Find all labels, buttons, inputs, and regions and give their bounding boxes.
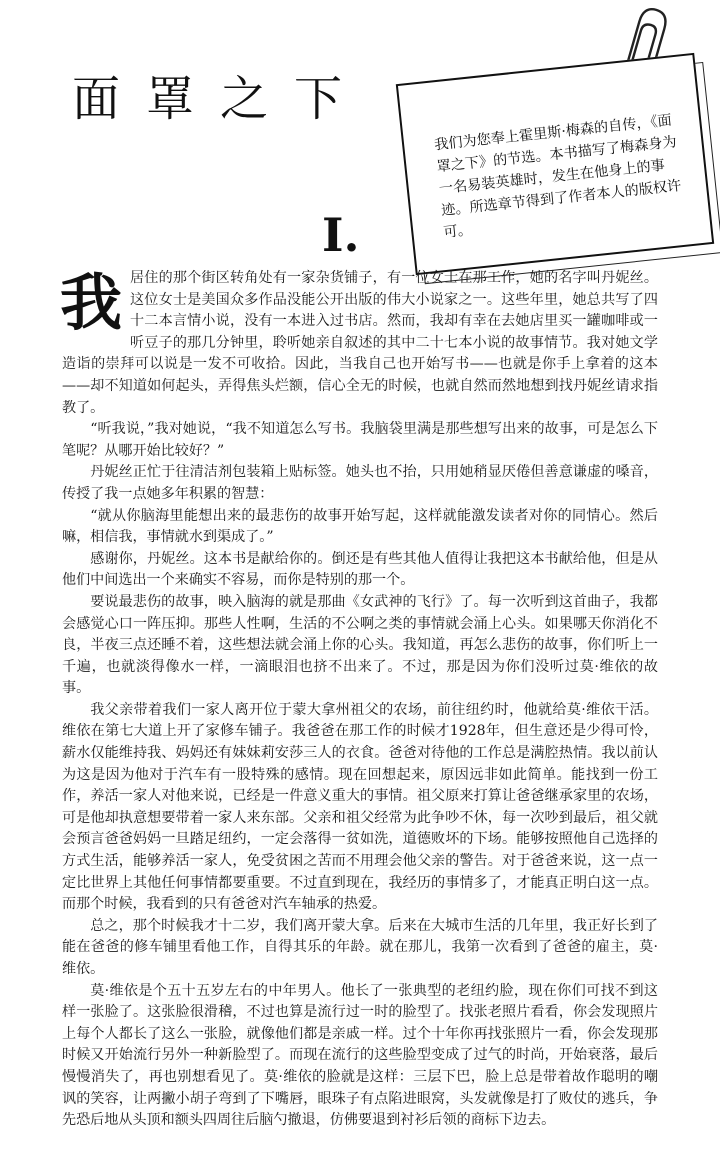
paragraph-2: “听我说，”我对她说，“我不知道怎么写书。我脑袋里满是那些想写出来的故事，可是怎么下笔呢？从哪开始比较好？”	[62, 421, 658, 459]
drop-cap: 我	[60, 266, 123, 339]
intro-note-text: 我们为您奉上霍里斯·梅森的自传，《面罩之下》的节选。本书描写了梅森身为一名易装英雄时，发生在他身上的事迹。所选章节得到了作者本人的版权许可。	[396, 53, 714, 275]
section-number: I.	[322, 208, 360, 262]
paragraph-3: 丹妮丝正忙于往清洁剂包装箱上贴标签。她头也不抬，只用她稍显厌倦但善意谦虚的嗓音，传授了我一点她多年积累的智慧：	[62, 464, 658, 502]
paragraph-6: 要说最悲伤的故事，映入脑海的就是那曲《女武神的飞行》了。每一次听到这首曲子，我都会感觉心口一阵压抑。那些人性啊，生活的不公啊之类的事情就会涌上心头。如果哪天你消化不良，半夜三点还睡不着，这些想法就会涌上你的心头。我知道，再怎么悲伤的故事，你们听上一千遍，也就淡得像水一样，一滴眼泪也挤不出来了。不过，那是因为你们没听过莫·维依的故事。	[62, 593, 658, 697]
intro-note	[396, 53, 714, 275]
paragraph-4: “就从你脑海里能想出来的最悲伤的故事开始写起，这样就能激发读者对你的同情心。然后嘛，相信我，事情就水到渠成了。”	[62, 507, 658, 546]
paragraph-9: 莫·维依是个五十五岁左右的中年男人。他长了一张典型的老纽约脸，现在你们可找不到这样一张脸了。这张脸很滑稽，不过也算是流行过一时的脸型了。找张老照片看看，你会发现照片上每个人都长了这么一张脸，就像他们都是亲戚一样。过个十年你再找张照片一看，你会发现那时候又开始流行另外一种新脸型了。而现在流行的这些脸型变成了过气的时尚，开始衰落，最后慢慢消失了，再也别想看见了。莫·维依的脸就是这样：三层下巴，脸上总是带着故作聪明的嘲讽的笑容，让两撇小胡子弯到了下嘴唇，眼珠子有点陷进眼窝，头发就像是打了败仗的逃兵，争先恐后地从头顶和额头四周往后脑勺撤退，仿佛要退到衬衫后领的商标下边去。	[62, 982, 658, 1129]
paragraph-1	[62, 268, 658, 419]
article-body	[62, 268, 658, 1132]
paragraph-7: 我父亲带着我们一家人离开位于蒙大拿州祖父的农场，前往纽约时，他就给莫·维依干活。维依在第七大道上开了家修车铺子。我爸爸在那工作的时候才1928年，但生意还是少得可怜，薪水仅能维持我、妈妈还有妹妹莉安莎三人的衣食。爸爸对待他的工作总是满腔热情。我以前认为这是因为他对于汽车有一股特殊的感情。现在回想起来，原因远非如此简单。能找到一份工作，养活一家人对他来说，已经是一件意义重大的事情。祖父原来打算让爸爸继承家里的农场，可是他却执意想要带着一家人来东部。父亲和祖父经常为此争吵不休，每一次吵到最后，祖父就会预言爸爸妈妈一旦踏足纽约，一定会落得一贫如洗，道德败坏的下场。能够按照他自己选择的方式生活，能够养活一家人，免受贫困之苦而不用理会他父亲的警告。对于爸爸来说，这一点一定比世界上其他任何事情都要重要。不过直到现在，我经历的事情多了，才能真正明白这一点。而那个时候，我看到的只有爸爸对汽车轴承的热爱。	[62, 701, 658, 913]
paragraph-1-text: 居住的那个街区转角处有一家杂货铺子，有一位女士在那工作，她的名字叫丹妮丝。这位女士是美国众多作品没能公开出版的伟大小说家之一。这些年里，她总共写了四十二本言情小说，没有一本进入过书店。然而，我却有幸在去她店里买一罐咖啡或一听豆子的那几分钟里，聆听她亲自叙述的其中二十七本小说的故事情节。我对她文学造诣的崇拜可以说是一发不可收拾。因此，当我自己也开始写书——也就是你手上拿着的这本——却不知道如何起头，弄得焦头烂额，信心全无的时候，也就自然而然地想到找丹妮丝请求指教了。	[62, 270, 658, 416]
paragraph-8: 总之，那个时候我才十二岁，我们离开蒙大拿。后来在大城市生活的几年里，我正好长到了能在爸爸的修车铺里看他工作，自得其乐的年龄。就在那儿，我第一次看到了爸爸的雇主，莫·维依。	[62, 917, 658, 977]
paragraph-5: 感谢你，丹妮丝。这本书是献给你的。倒还是有些其他人值得让我把这本书献给他，但是从他们中间选出一个来确实不容易，而你是特别的那一个。	[62, 550, 658, 589]
page-title: 面罩之下	[72, 71, 369, 127]
